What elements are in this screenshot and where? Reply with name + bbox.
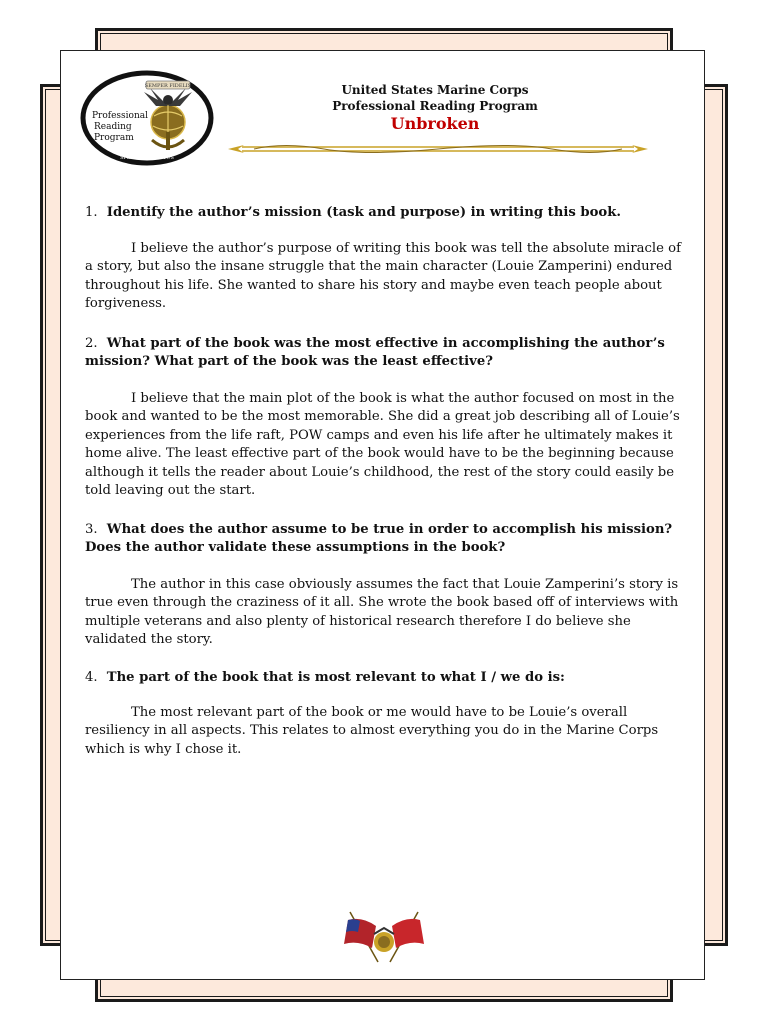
question-number: 2. <box>85 336 98 351</box>
question-number: 1. <box>85 205 98 220</box>
question-number: 4. <box>85 670 98 685</box>
document-header <box>300 82 570 134</box>
logo-text-line3: Program <box>94 133 134 143</box>
flags-emblem-icon <box>338 908 430 964</box>
answer-3: The author in this case obviously assumes the fact that Louie Zamperini’s story is true even through the craziness of it all. She wrote the book based off of interviews with multiple veterans and also plenty of historical research therefore I do believe she validated the story. <box>85 577 679 648</box>
question-2 <box>85 335 685 372</box>
question-3 <box>85 521 685 558</box>
question-text: Identify the author’s mission (task and purpose) in writing this book. <box>106 205 621 220</box>
question-text: What does the author assume to be true in order to accomplish his mission? Does the author validate these assumptions in the book? <box>85 522 673 556</box>
org-title: United States Marine Corps <box>341 83 529 97</box>
answer-2: I believe that the main plot of the book is what the author focused on most in the book and wanted to be the most memorable. She did a great job describing all of Louie’s experiences from the life raft, POW camps and even his life after he ultimately makes it home alive. The least effective part of the book would have to be the beginning because although it tells the reader about Louie’s childhood, the rest of the story could easily be told leaving out the start. <box>85 391 680 499</box>
question-text: What part of the book was the most effective in accomplishing the author’s mission? What part of the book was the least effective? <box>85 336 665 370</box>
ornamental-divider-icon <box>224 140 652 158</box>
question-number: 3. <box>85 522 98 537</box>
logo-text-line1: Professional <box>92 111 149 121</box>
document-sheet <box>60 50 705 980</box>
program-title: Professional Reading Program <box>332 99 538 113</box>
question-text: The part of the book that is most relevant to what I / we do is: <box>106 670 565 685</box>
answer-1: I believe the author’s purpose of writing this book was tell the absolute miracle of a story, but also the insane struggle that the main character (Louie Zamperini) endured throughout his life. She wanted to share his story and maybe even teach people about forgiveness. <box>85 241 681 312</box>
question-1 <box>85 204 621 222</box>
logo-banner-text: SEMPER FIDELIS <box>144 83 192 89</box>
logo-text-line2: Reading <box>94 122 132 132</box>
logo-motto-text: SPIRITUS INVICTUS <box>120 155 174 161</box>
eagle-globe-anchor-icon <box>80 70 214 166</box>
question-4 <box>85 669 565 687</box>
book-title: Unbroken <box>390 114 480 133</box>
answer-4: The most relevant part of the book or me would have to be Louie’s overall resiliency in all aspects. This relates to almost everything you do in the Marine Corps which is why I chose it. <box>85 705 659 757</box>
